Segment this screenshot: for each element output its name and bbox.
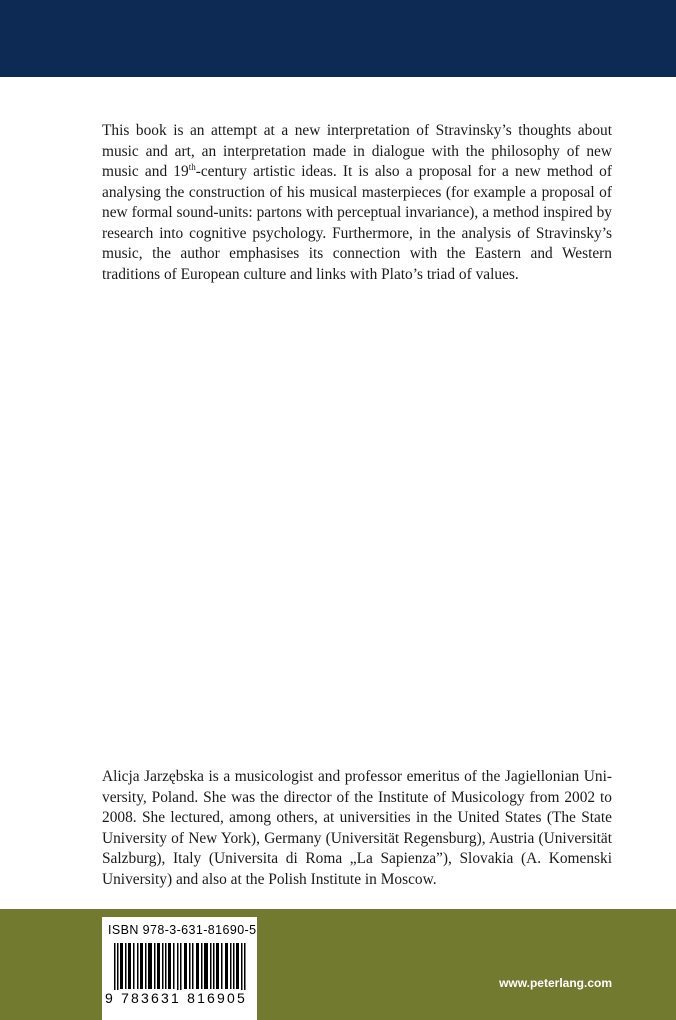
book-description [102,121,612,285]
isbn-barcode-block [102,917,257,1020]
publisher-website[interactable]: www.peterlang.com [499,976,612,990]
barcode-digits: 9 783631 816905 [105,990,247,1006]
book-description-part-1: This book is an attempt at a new interpretation of Stravinsky’s thoughts about music and art, an interpretation made in dialogue with the philosophy of new music and 19 [102,122,612,180]
ordinal-superscript: th [188,162,196,172]
author-biography: Alicja Jarzębska is a musicologist and professor emeritus of the Jagiellonian University, Poland. She was the director of the Institute of Musicology from 2002 to 2008. She lectured, among others, at universities in the United States (The State University of New York), Germany (Universität Regensburg), Austria (Universität Salzburg), Italy (Universita di Roma „La Sapienza”), Slovakia (A. Komenski University) and also at the Polish Institute in Moscow. [102,768,612,888]
isbn-label: ISBN 978-3-631-81690-5 [108,923,257,937]
book-description-part-2: -century artistic ideas. It is also a proposal for a new method of analysing the construction of his musical masterpieces (for example a proposal of new formal sound-units: partons with perceptual invariance), a method inspired by research into cognitive psychology. Furthermore, in the analysis of Stravinsky’s music, the author emphasises its connection with the Eastern and Western traditions of European culture and links with Plato’s triad of values. [102,163,612,283]
top-color-band [0,0,676,77]
